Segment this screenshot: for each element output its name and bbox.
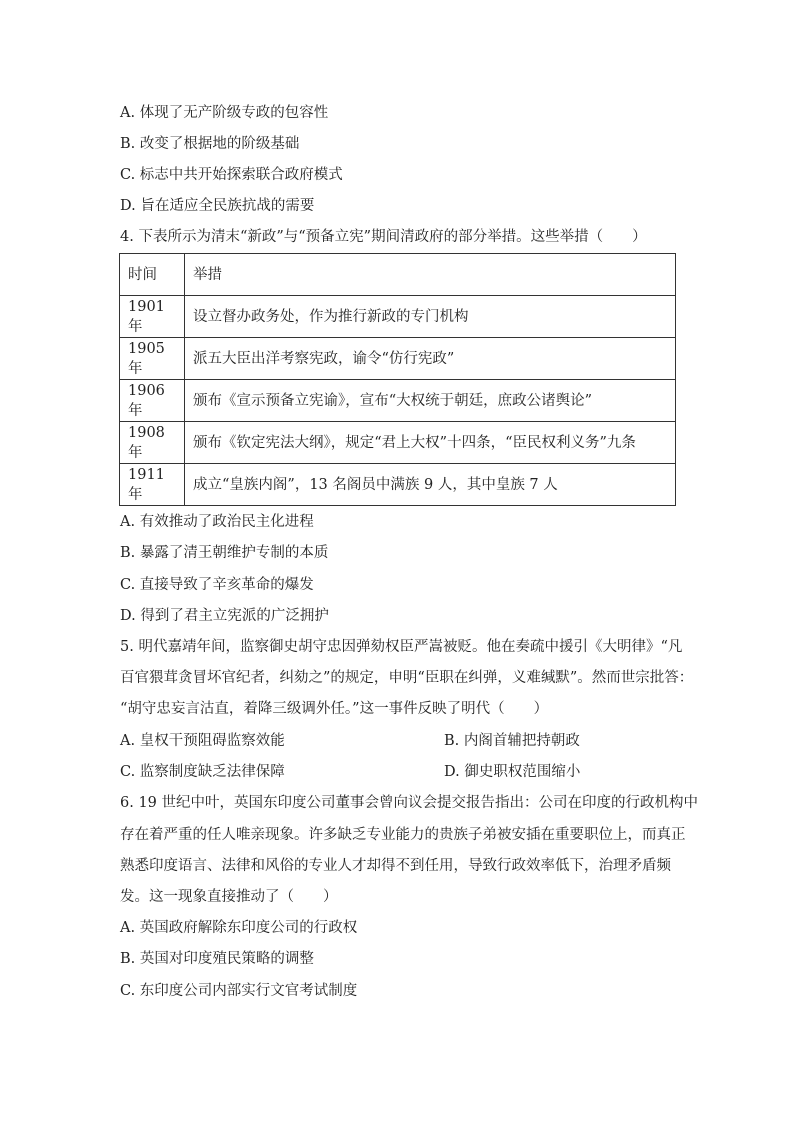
table-row: [120, 296, 676, 338]
q5-stem-line-2: 百官猥茸贪冒坏官纪者，纠劾之”的规定，申明“臣职在纠弹，义难缄默”。然而世宗批答：: [120, 670, 694, 686]
q4-option-c: C. 直接导致了辛亥革命的爆发: [120, 577, 314, 593]
q5-option-c: C. 监察制度缺乏法律保障: [120, 764, 285, 780]
q3-option-d: D. 旨在适应全民族抗战的需要: [120, 198, 315, 214]
q4-stem: 4. 下表所示为清末“新政”与“预备立宪”期间清政府的部分举措。这些举措（ ）: [120, 229, 647, 245]
table-row: [120, 422, 676, 464]
q3-option-c: C. 标志中共开始探索联合政府模式: [120, 167, 343, 183]
q5-stem-line-1: 5. 明代嘉靖年间，监察御史胡守忠因弹劾权臣严嵩被贬。他在奏疏中援引《大明律》“凡: [120, 639, 683, 655]
q4-option-b: B. 暴露了清王朝维护专制的本质: [120, 545, 329, 561]
table-cell-year: 1906 年: [120, 380, 185, 422]
q5-stem-line-3: “胡守忠妄言沽直，着降三级调外任。”这一事件反映了明代（ ）: [120, 701, 549, 717]
q5-option-d: D. 御史职权范围缩小: [444, 764, 581, 780]
table-header-time: 时间: [120, 254, 185, 296]
table-row: [120, 338, 676, 380]
q4-option-a: A. 有效推动了政治民主化进程: [120, 514, 314, 530]
table-cell-year: 1911 年: [120, 464, 185, 506]
table-cell-measure: 设立督办政务处，作为推行新政的专门机构: [185, 296, 676, 338]
q5-option-b: B. 内阁首辅把持朝政: [444, 733, 580, 749]
q5-option-a: A. 皇权干预阻碍监察效能: [120, 733, 285, 749]
table-header-measure: 举措: [185, 254, 676, 296]
table-header-row: [120, 254, 676, 296]
table-cell-measure: 颁布《宣示预备立宪谕》，宣布“大权统于朝廷，庶政公诸舆论”: [185, 380, 676, 422]
q6-option-c: C. 东印度公司内部实行文官考试制度: [120, 983, 358, 999]
table-cell-year: 1901 年: [120, 296, 185, 338]
q6-stem-line-2: 存在着严重的任人唯亲现象。许多缺乏专业能力的贵族子弟被安插在重要职位上，而真正: [120, 827, 686, 843]
q6-option-b: B. 英国对印度殖民策略的调整: [120, 951, 314, 967]
q3-option-a: A. 体现了无产阶级专政的包容性: [120, 105, 329, 121]
table-cell-year: 1908 年: [120, 422, 185, 464]
table-row: [120, 464, 676, 506]
table-cell-measure: 颁布《钦定宪法大纲》，规定“君上大权”十四条，“臣民权利义务”九条: [185, 422, 676, 464]
q6-option-a: A. 英国政府解除东印度公司的行政权: [120, 920, 358, 936]
table-cell-year: 1905 年: [120, 338, 185, 380]
q6-stem-line-3: 熟悉印度语言、法律和风俗的专业人才却得不到任用，导致行政效率低下，治理矛盾频: [120, 858, 671, 874]
q6-stem-line-4: 发。这一现象直接推动了（ ）: [120, 889, 338, 905]
table-row: [120, 380, 676, 422]
q4-measures-table: [119, 253, 676, 506]
q4-option-d: D. 得到了君主立宪派的广泛拥护: [120, 608, 329, 624]
table-cell-measure: 派五大臣出洋考察宪政，谕令“仿行宪政”: [185, 338, 676, 380]
q6-stem-line-1: 6. 19 世纪中叶，英国东印度公司董事会曾向议会提交报告指出：公司在印度的行政机构中: [120, 795, 698, 811]
q3-option-b: B. 改变了根据地的阶级基础: [120, 136, 300, 152]
table-cell-measure: 成立“皇族内阁”，13 名阁员中满族 9 人，其中皇族 7 人: [185, 464, 676, 506]
